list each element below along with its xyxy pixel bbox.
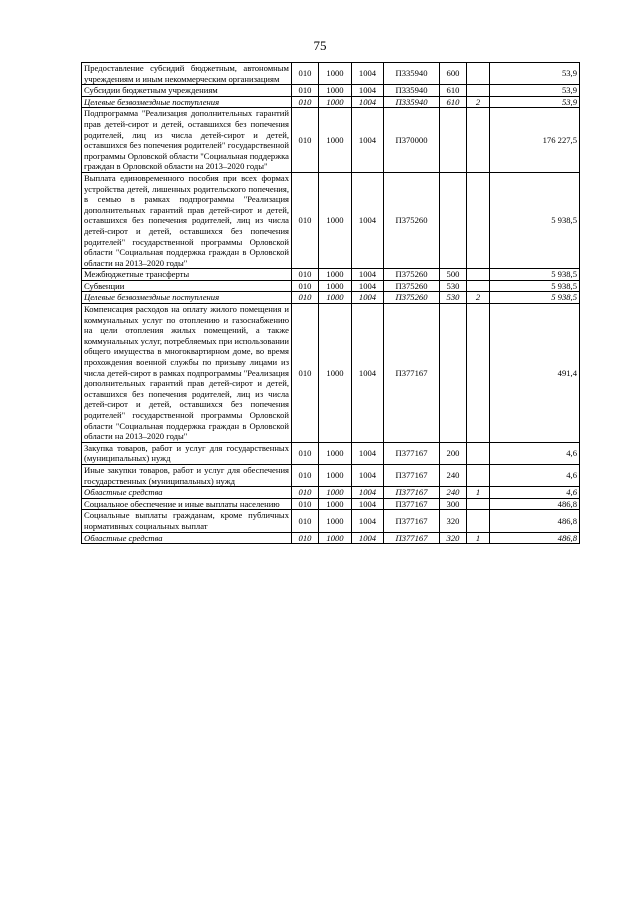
cell-vr: 200 <box>440 442 467 464</box>
cell-source: 2 <box>467 292 490 304</box>
cell-rz: 1000 <box>319 108 352 173</box>
cell-vr <box>440 172 467 268</box>
cell-vr: 600 <box>440 63 467 85</box>
cell-gr: 010 <box>292 464 319 486</box>
cell-pr: 1004 <box>352 280 384 292</box>
cell-sum: 5 938,5 <box>490 292 580 304</box>
cell-csr: П377167 <box>384 442 440 464</box>
table-row <box>82 532 580 544</box>
cell-sum: 486,8 <box>490 532 580 544</box>
cell-source: 1 <box>467 532 490 544</box>
table-row <box>82 108 580 173</box>
row-name: Компенсация расходов на оплату жилого помещения и коммунальных услуг по отоплению и газоснабжению на цели отопления жилых помещений, а также коммунальных услуг, потребляемых при использовании общего имущества в многоквартирном доме, во время прохождения военной службы по призыву лицами из числа детей-сирот в рамках подпрограммы "Реализация дополнительных гарантий прав детей-сирот и детей, оставшихся без попечения родителей, лиц из числа детей-сирот и детей, оставшихся без попечения родителей" государственной программы Орловской области "Социальная поддержка граждан в Орловской области на 2013–2020 годы" <box>82 304 292 443</box>
cell-sum: 5 938,5 <box>490 172 580 268</box>
table-row <box>82 487 580 499</box>
cell-csr: П377167 <box>384 304 440 443</box>
row-name: Областные средства <box>82 487 292 499</box>
cell-rz: 1000 <box>319 532 352 544</box>
cell-csr: П377167 <box>384 498 440 510</box>
cell-rz: 1000 <box>319 464 352 486</box>
cell-csr: П375260 <box>384 292 440 304</box>
cell-source <box>467 510 490 532</box>
row-name: Областные средства <box>82 532 292 544</box>
cell-vr: 300 <box>440 498 467 510</box>
cell-gr: 010 <box>292 172 319 268</box>
cell-sum: 5 938,5 <box>490 269 580 281</box>
row-name: Целевые безвозмездные поступления <box>82 292 292 304</box>
cell-sum: 4,6 <box>490 464 580 486</box>
cell-source <box>467 280 490 292</box>
table-row <box>82 498 580 510</box>
cell-vr: 610 <box>440 96 467 108</box>
cell-pr: 1004 <box>352 498 384 510</box>
cell-rz: 1000 <box>319 442 352 464</box>
cell-gr: 010 <box>292 85 319 97</box>
cell-source <box>467 304 490 443</box>
cell-pr: 1004 <box>352 85 384 97</box>
cell-sum: 4,6 <box>490 487 580 499</box>
cell-vr <box>440 304 467 443</box>
cell-rz: 1000 <box>319 487 352 499</box>
cell-rz: 1000 <box>319 172 352 268</box>
cell-sum: 53,9 <box>490 85 580 97</box>
table-row <box>82 292 580 304</box>
cell-rz: 1000 <box>319 280 352 292</box>
cell-gr: 010 <box>292 108 319 173</box>
cell-sum: 53,9 <box>490 96 580 108</box>
row-name: Субсидии бюджетным учреждениям <box>82 85 292 97</box>
cell-pr: 1004 <box>352 532 384 544</box>
cell-rz: 1000 <box>319 269 352 281</box>
cell-source: 2 <box>467 96 490 108</box>
cell-pr: 1004 <box>352 304 384 443</box>
cell-source <box>467 269 490 281</box>
cell-source <box>467 464 490 486</box>
cell-source <box>467 108 490 173</box>
page-number: 75 <box>313 38 327 53</box>
cell-pr: 1004 <box>352 510 384 532</box>
cell-pr: 1004 <box>352 96 384 108</box>
cell-vr: 500 <box>440 269 467 281</box>
cell-gr: 010 <box>292 487 319 499</box>
table-row <box>82 442 580 464</box>
cell-vr: 320 <box>440 510 467 532</box>
cell-vr: 240 <box>440 464 467 486</box>
cell-vr: 530 <box>440 292 467 304</box>
cell-source <box>467 442 490 464</box>
cell-pr: 1004 <box>352 464 384 486</box>
table-row <box>82 304 580 443</box>
cell-csr: П335940 <box>384 85 440 97</box>
cell-pr: 1004 <box>352 63 384 85</box>
row-name: Целевые безвозмездные поступления <box>82 96 292 108</box>
cell-vr: 530 <box>440 280 467 292</box>
cell-sum: 491,4 <box>490 304 580 443</box>
cell-gr: 010 <box>292 532 319 544</box>
cell-rz: 1000 <box>319 292 352 304</box>
cell-csr: П377167 <box>384 532 440 544</box>
cell-rz: 1000 <box>319 96 352 108</box>
cell-gr: 010 <box>292 63 319 85</box>
cell-gr: 010 <box>292 442 319 464</box>
cell-gr: 010 <box>292 510 319 532</box>
cell-source: 1 <box>467 487 490 499</box>
table-row <box>82 63 580 85</box>
table-row <box>82 96 580 108</box>
cell-sum: 4,6 <box>490 442 580 464</box>
cell-pr: 1004 <box>352 108 384 173</box>
cell-gr: 010 <box>292 280 319 292</box>
cell-csr: П377167 <box>384 487 440 499</box>
cell-source <box>467 172 490 268</box>
table-body <box>82 63 580 544</box>
cell-csr: П375260 <box>384 280 440 292</box>
cell-csr: П335940 <box>384 96 440 108</box>
budget-table <box>81 62 580 544</box>
table-row <box>82 172 580 268</box>
cell-gr: 010 <box>292 292 319 304</box>
cell-csr: П375260 <box>384 269 440 281</box>
cell-rz: 1000 <box>319 63 352 85</box>
row-name: Иные закупки товаров, работ и услуг для обеспечения государственных (муниципальных) нужд <box>82 464 292 486</box>
cell-csr: П377167 <box>384 464 440 486</box>
table-row <box>82 510 580 532</box>
cell-sum: 486,8 <box>490 498 580 510</box>
table-row <box>82 85 580 97</box>
row-name: Предоставление субсидий бюджетным, автономным учреждениям и иным некоммерческим организациям <box>82 63 292 85</box>
cell-gr: 010 <box>292 498 319 510</box>
row-name: Закупка товаров, работ и услуг для государственных (муниципальных) нужд <box>82 442 292 464</box>
cell-source <box>467 63 490 85</box>
cell-csr: П377167 <box>384 510 440 532</box>
table-row <box>82 464 580 486</box>
cell-source <box>467 85 490 97</box>
cell-rz: 1000 <box>319 498 352 510</box>
row-name: Выплата единовременного пособия при всех формах устройства детей, лишенных родительского попечения, в семью в рамках подпрограммы "Реализация дополнительных гарантий прав детей-сирот и детей, оставшихся без попечения родителей, лиц из числа детей-сирот и детей, оставшихся без попечения родителей" государственной программы Орловской области "Социальная поддержка граждан в Орловской области на 2013–2020 годы" <box>82 172 292 268</box>
row-name: Межбюджетные трансферты <box>82 269 292 281</box>
cell-rz: 1000 <box>319 85 352 97</box>
cell-pr: 1004 <box>352 292 384 304</box>
row-name: Субвенции <box>82 280 292 292</box>
table-row <box>82 280 580 292</box>
cell-pr: 1004 <box>352 269 384 281</box>
cell-sum: 53,9 <box>490 63 580 85</box>
cell-csr: П375260 <box>384 172 440 268</box>
cell-pr: 1004 <box>352 442 384 464</box>
cell-pr: 1004 <box>352 172 384 268</box>
cell-sum: 176 227,5 <box>490 108 580 173</box>
cell-csr: П370000 <box>384 108 440 173</box>
cell-vr: 320 <box>440 532 467 544</box>
cell-vr <box>440 108 467 173</box>
cell-vr: 610 <box>440 85 467 97</box>
cell-sum: 486,8 <box>490 510 580 532</box>
cell-pr: 1004 <box>352 487 384 499</box>
cell-rz: 1000 <box>319 304 352 443</box>
cell-gr: 010 <box>292 96 319 108</box>
cell-source <box>467 498 490 510</box>
cell-gr: 010 <box>292 269 319 281</box>
cell-gr: 010 <box>292 304 319 443</box>
row-name: Социальные выплаты гражданам, кроме публичных нормативных социальных выплат <box>82 510 292 532</box>
cell-sum: 5 938,5 <box>490 280 580 292</box>
cell-rz: 1000 <box>319 510 352 532</box>
cell-csr: П335940 <box>384 63 440 85</box>
table-row <box>82 269 580 281</box>
row-name: Социальное обеспечение и иные выплаты населению <box>82 498 292 510</box>
row-name: Подпрограмма "Реализация дополнительных гарантий прав детей-сирот и детей, оставшихся без попечения родителей, лиц из числа детей-сирот и детей, оставшихся без попечения родителей" государственной программы Орловской области "Социальная поддержка граждан в Орловской области на 2013–2020 годы" <box>82 108 292 173</box>
cell-vr: 240 <box>440 487 467 499</box>
